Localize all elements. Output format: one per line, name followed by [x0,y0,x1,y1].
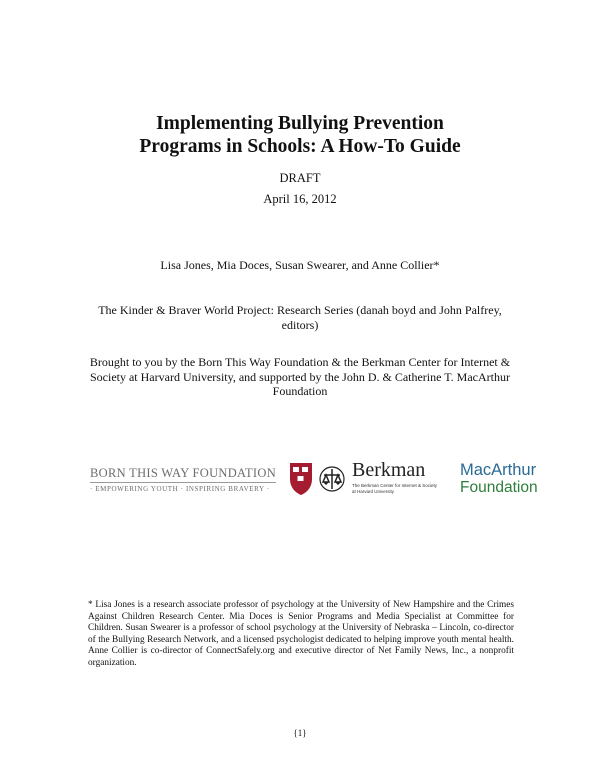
berkman-logo [288,459,438,499]
born-this-way-tagline: · EMPOWERING YOUTH · INSPIRING BRAVERY · [90,485,270,493]
draft-label: DRAFT [279,171,321,185]
sponsors-statement: Brought to you by the Born This Way Foundation & the Berkman Center for Internet & Society at Harvard University, and supported by the John D. & Catherine T. MacArthur Foundation [89,355,511,398]
document-title [0,112,600,158]
author-footnote: * Lisa Jones is a research associate professor of psychology at the University of New Hampshire and the Crimes Against Children Research Center. Mia Doces is Senior Programs and Media Specialist at Committee for Children. Susan Swearer is a professor of school psychology at the University of Nebraska – Lincoln, co-director of the Bullying Research Network, and a licensed psychologist dedicated to helping improve youth mental health. Anne Collier is co-director of ConnectSafely.org and executive director of Net Family News, Inc., a nonprofit organization. [88,600,514,668]
berkman-subtitle: The Berkman Center for Internet & Society at Harvard University [352,483,438,494]
authors: Lisa Jones, Mia Doces, Susan Swearer, and Anne Collier* [160,258,440,272]
series-statement: The Kinder & Braver World Project: Research Series (danah boyd and John Palfrey, editors) [98,303,502,332]
macarthur-logo [460,462,560,497]
berkman-name: Berkman [352,459,426,481]
document-date: April 16, 2012 [263,192,337,206]
page-number: {1} [293,728,307,738]
born-this-way-logo [90,464,277,493]
macarthur-line1: MacArthur [460,461,537,479]
title-line-2: Programs in Schools: A How-To Guide [139,136,461,157]
macarthur-line2: Foundation [460,479,538,496]
title-line-1: Implementing Bullying Prevention [156,113,444,134]
born-this-way-name: BORN THIS WAY FOUNDATION [90,466,276,483]
harvard-shield-icon [288,461,348,497]
